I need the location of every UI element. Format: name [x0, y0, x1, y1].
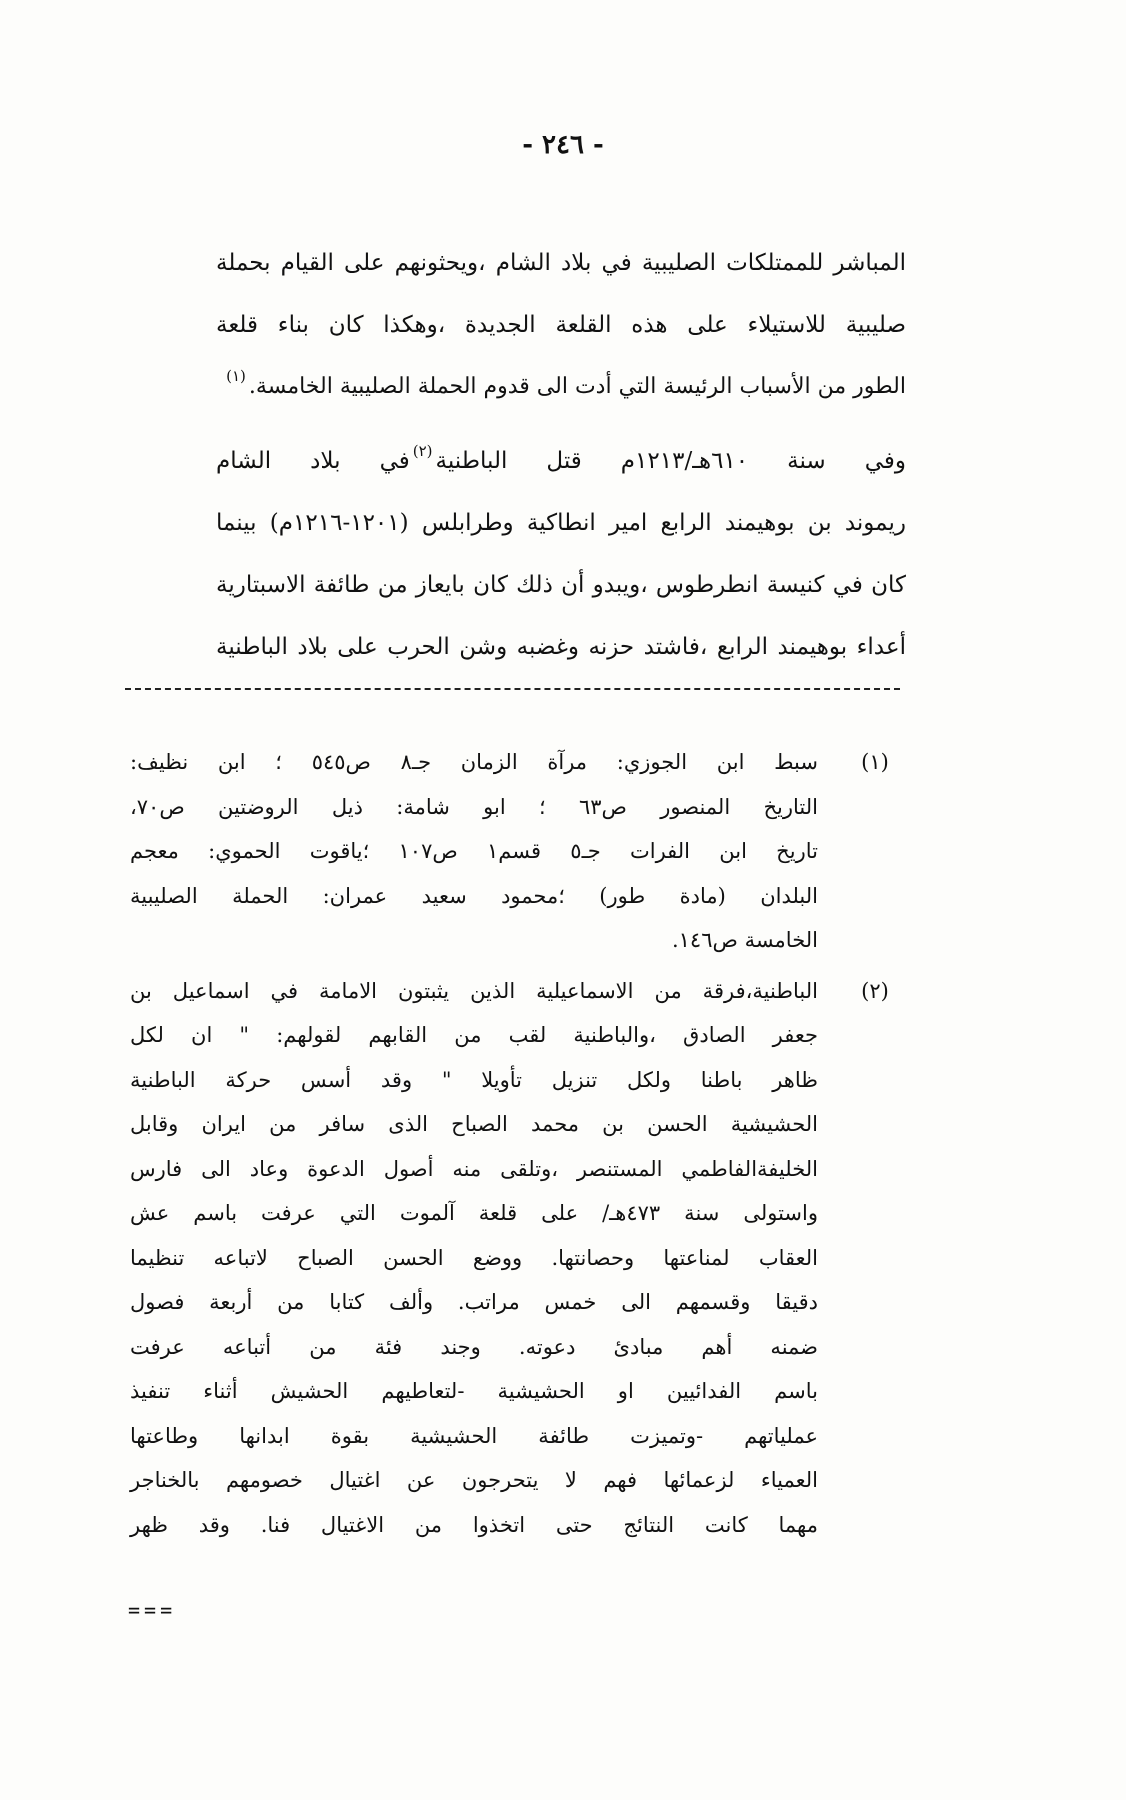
footnote-ref-2: (٢)	[412, 442, 433, 460]
page-number: - ٢٤٦ -	[522, 130, 604, 160]
footnote-line: باسم الفدائيين او الحشيشية -لتعاطيهم الحشيش أثناء تنفيذ	[130, 1379, 818, 1403]
footnote-number: (٢)	[861, 978, 889, 1003]
text-line: المباشر للممتلكات الصليبية في بلاد الشام ،ويحثونهم على القيام بحملة	[216, 250, 906, 276]
text-segment: في بلاد الشام	[216, 448, 410, 474]
footnote-1	[130, 740, 910, 963]
text-line: صليبية للاستيلاء على هذه القلعة الجديدة ،وهكذا كان بناء قلعة	[216, 312, 906, 338]
footnotes	[130, 740, 910, 1547]
footnote-line: الباطنية،فرقة من الاسماعيلية الذين يثبتون الامامة في اسماعيل بن	[130, 978, 818, 1003]
footnote-line: دقيقا وقسمهم الى خمس مراتب. وألف كتابا من أربعة فصول	[130, 1290, 818, 1314]
footnote-line: البلدان (مادة طور) ؛محمود سعيد عمران: الحملة الصليبية	[130, 883, 818, 908]
end-mark: ===	[128, 1598, 177, 1622]
text-segment: وفي سنة ٦١٠هـ/١٢١٣م قتل الباطنية	[435, 448, 906, 474]
footnote-line: العمياء لزعمائها فهم لا يتحرجون عن اغتيال خصومهم بالخناجر	[130, 1468, 818, 1492]
footnote-line: الخامسة ص١٤٦.	[671, 928, 818, 952]
text-line: كان في كنيسة انطرطوس ،ويبدو أن ذلك كان بايعاز من طائفة الاسبتارية	[216, 572, 907, 598]
footnote-line: العقاب لمناعتها وحصانتها. ووضع الحسن الصباح لاتباعه تنظيما	[130, 1245, 818, 1270]
footnote-line: تاريخ ابن الفرات جـ٥ قسم١ ص١٠٧ ؛ياقوت الحموي: معجم	[130, 839, 818, 863]
footnote-ref-1: (١)	[226, 367, 246, 385]
footnote-2	[130, 969, 910, 1548]
footnote-line: عملياتهم -وتميزت طائفة الحشيشية بقوة ابدانها وطاعتها	[130, 1423, 818, 1448]
footnote-divider	[125, 688, 900, 690]
footnote-line: التاريخ المنصور ص٦٣ ؛ ابو شامة: ذيل الروضتين ص٧٠،	[130, 794, 818, 819]
footnote-line: ضمنه أهم مبادئ دعوته. وجند فئة من أتباعه عرفت	[130, 1334, 818, 1359]
main-text	[216, 232, 906, 678]
footnote-line: ظاهر باطنا ولكل تنزيل تأويلا " وقد أسس حركة الباطنية	[130, 1067, 818, 1092]
text-line	[216, 356, 906, 418]
footnote-body	[130, 740, 818, 963]
footnote-line: مهما كانت النتائج حتى اتخذوا من الاغتيال فنا. وقد ظهر	[130, 1512, 818, 1537]
text-line: ريموند بن بوهيمند الرابع امير انطاكية وطرابلس (١٢٠١-١٢١٦م) بينما	[216, 510, 906, 536]
footnote-line: واستولى سنة ٤٧٣هـ/ على قلعة آلموت التي عرفت باسم عش	[130, 1201, 818, 1225]
footnote-number: (١)	[861, 750, 889, 774]
footnote-line: سبط ابن الجوزي: مرآة الزمان جـ٨ ص٥٤٥ ؛ ابن نظيف:	[130, 750, 818, 774]
footnote-line: الخليفةالفاطمي المستنصر ،وتلقى منه أصول الدعوة وعاد الى فارس	[130, 1156, 818, 1181]
text-line	[216, 430, 906, 492]
text-line-content: الطور من الأسباب الرئيسة التي أدت الى قدوم الحملة الصليبية الخامسة.	[248, 374, 906, 399]
text-line: أعداء بوهيمند الرابع ،فاشتد حزنه وغضبه وشن الحرب على بلاد الباطنية	[216, 634, 906, 660]
footnote-body	[130, 969, 818, 1548]
footnote-line: جعفر الصادق ،والباطنية لقب من القابهم لقولهم: " ان لكل	[130, 1023, 818, 1047]
footnote-line: الحشيشية الحسن بن محمد الصباح الذى سافر من ايران وقابل	[130, 1112, 818, 1136]
